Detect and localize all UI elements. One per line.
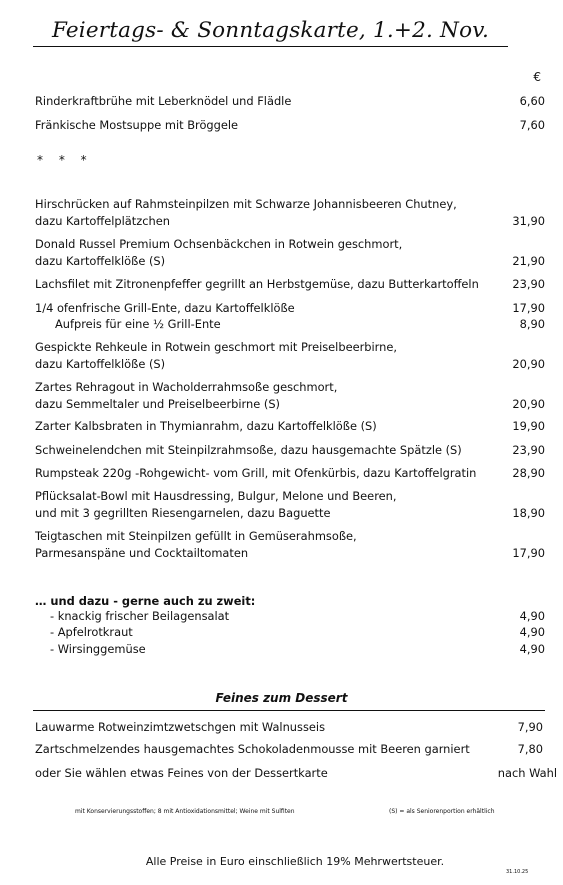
currency-symbol: € bbox=[533, 70, 541, 84]
item-name-line: Donald Russel Premium Ochsenbäckchen in Rotwein geschmort, bbox=[35, 237, 403, 251]
item-price: 31,90 bbox=[512, 214, 545, 228]
side-item bbox=[50, 608, 545, 624]
item-name: - Wirsinggemüse bbox=[50, 642, 146, 656]
item-name-line: Lachsfilet mit Zitronenpfeffer gegrillt an Herbstgemüse, dazu Butterkartoffeln bbox=[35, 277, 479, 291]
dessert-item bbox=[35, 719, 543, 736]
dessert-heading: Feines zum Dessert bbox=[215, 691, 348, 705]
item-name: Aufpreis für eine ½ Grill-Ente bbox=[55, 317, 221, 331]
item-name: - knackig frischer Beilagensalat bbox=[50, 609, 230, 623]
menu-item-main bbox=[35, 276, 545, 293]
menu-item-main bbox=[35, 488, 545, 522]
item-name-line: Schweinelendchen mit Steinpilzrahmsoße, dazu hausgemachte Spätzle (S) bbox=[35, 443, 462, 457]
item-name-line: dazu Kartoffelklöße (S) bbox=[35, 254, 166, 268]
item-name: - Apfelrotkraut bbox=[50, 625, 133, 639]
item-name-line: dazu Kartoffelplätzchen bbox=[35, 214, 170, 228]
menu-item-soup bbox=[35, 93, 545, 110]
dessert-item bbox=[35, 741, 543, 758]
item-name: oder Sie wählen etwas Feines von der Dessertkarte bbox=[35, 766, 328, 780]
item-price: 7,80 bbox=[517, 742, 543, 756]
menu-item-supplement bbox=[35, 316, 545, 333]
item-price: 17,90 bbox=[512, 546, 545, 560]
item-name: Fränkische Mostsuppe mit Bröggele bbox=[35, 118, 239, 132]
menu-item-main bbox=[35, 236, 545, 270]
item-name-line: dazu Kartoffelklöße (S) bbox=[35, 357, 166, 371]
item-price: 23,90 bbox=[512, 443, 545, 457]
item-name-line: Hirschrücken auf Rahmsteinpilzen mit Schwarze Johannisbeeren Chutney, bbox=[35, 197, 457, 211]
menu-item-main bbox=[35, 442, 545, 459]
allergen-footnote: mit Konservierungsstoffen; 8 mit Antioxidationsmittel; Weine mit Sulfiten bbox=[75, 808, 295, 815]
sides-heading: … und dazu - gerne auch zu zweit: bbox=[35, 594, 256, 608]
vat-note: Alle Preise in Euro einschließlich 19% Mehrwertsteuer. bbox=[145, 855, 445, 868]
item-name-line: und mit 3 gegrillten Riesengarnelen, dazu Baguette bbox=[35, 506, 331, 520]
item-name: Zartschmelzendes hausgemachtes Schokoladenmousse mit Beeren garniert bbox=[35, 742, 470, 756]
item-price: nach Wahl bbox=[497, 766, 557, 780]
item-name-line: Parmesanspäne und Cocktailtomaten bbox=[35, 546, 249, 560]
item-price: 7,90 bbox=[517, 720, 543, 734]
menu-item-main bbox=[35, 418, 545, 435]
menu-item-main bbox=[35, 300, 545, 317]
item-name-line: 1/4 ofenfrische Grill-Ente, dazu Kartoffelklöße bbox=[35, 301, 295, 315]
menu-item-soup bbox=[35, 117, 545, 134]
item-name-line: Zarter Kalbsbraten in Thymianrahm, dazu Kartoffelklöße (S) bbox=[35, 419, 377, 433]
menu-item-main bbox=[35, 379, 545, 413]
item-price: 28,90 bbox=[512, 466, 545, 480]
page-title: Feiertags- & Sonntagskarte, 1.+2. Nov. bbox=[51, 18, 490, 43]
item-price: 6,60 bbox=[519, 94, 545, 108]
item-price: 4,90 bbox=[519, 609, 545, 623]
side-item bbox=[50, 641, 545, 657]
item-price: 20,90 bbox=[512, 397, 545, 411]
item-name-line: Zartes Rehragout in Wacholderrahmsoße geschmort, bbox=[35, 380, 338, 394]
dessert-underline bbox=[33, 710, 545, 711]
item-name: Rinderkraftbrühe mit Leberknödel und Flädle bbox=[35, 94, 292, 108]
item-price: 4,90 bbox=[519, 625, 545, 639]
senior-portion-footnote: (S) = als Seniorenportion erhältlich bbox=[389, 808, 495, 815]
item-name-line: Rumpsteak 220g -Rohgewicht- vom Grill, mit Ofenkürbis, dazu Kartoffelgratin bbox=[35, 466, 477, 480]
section-separator: * * * bbox=[37, 153, 93, 167]
item-name-line: Gespickte Rehkeule in Rotwein geschmort mit Preiselbeerbirne, bbox=[35, 340, 398, 354]
item-price: 21,90 bbox=[512, 254, 545, 268]
item-name-line: Pflücksalat-Bowl mit Hausdressing, Bulgur, Melone und Beeren, bbox=[35, 489, 397, 503]
menu-item-main bbox=[35, 528, 545, 562]
item-name-line: dazu Semmeltaler und Preiselbeerbirne (S) bbox=[35, 397, 280, 411]
item-price: 17,90 bbox=[512, 301, 545, 315]
side-item bbox=[50, 624, 545, 640]
item-price: 4,90 bbox=[519, 642, 545, 656]
title-underline bbox=[33, 46, 508, 47]
item-price: 20,90 bbox=[512, 357, 545, 371]
item-price: 18,90 bbox=[512, 506, 545, 520]
print-date: 31.10.25 bbox=[506, 869, 529, 875]
item-price: 19,90 bbox=[512, 419, 545, 433]
dessert-item bbox=[35, 765, 557, 782]
menu-item-main bbox=[35, 339, 545, 373]
item-price: 7,60 bbox=[519, 118, 545, 132]
menu-item-main bbox=[35, 196, 545, 230]
item-price: 8,90 bbox=[519, 317, 545, 331]
menu-item-main bbox=[35, 465, 545, 482]
item-name-line: Teigtaschen mit Steinpilzen gefüllt in Gemüserahmsoße, bbox=[35, 529, 357, 543]
item-name: Lauwarme Rotweinzimtzwetschgen mit Walnusseis bbox=[35, 720, 326, 734]
item-price: 23,90 bbox=[512, 277, 545, 291]
